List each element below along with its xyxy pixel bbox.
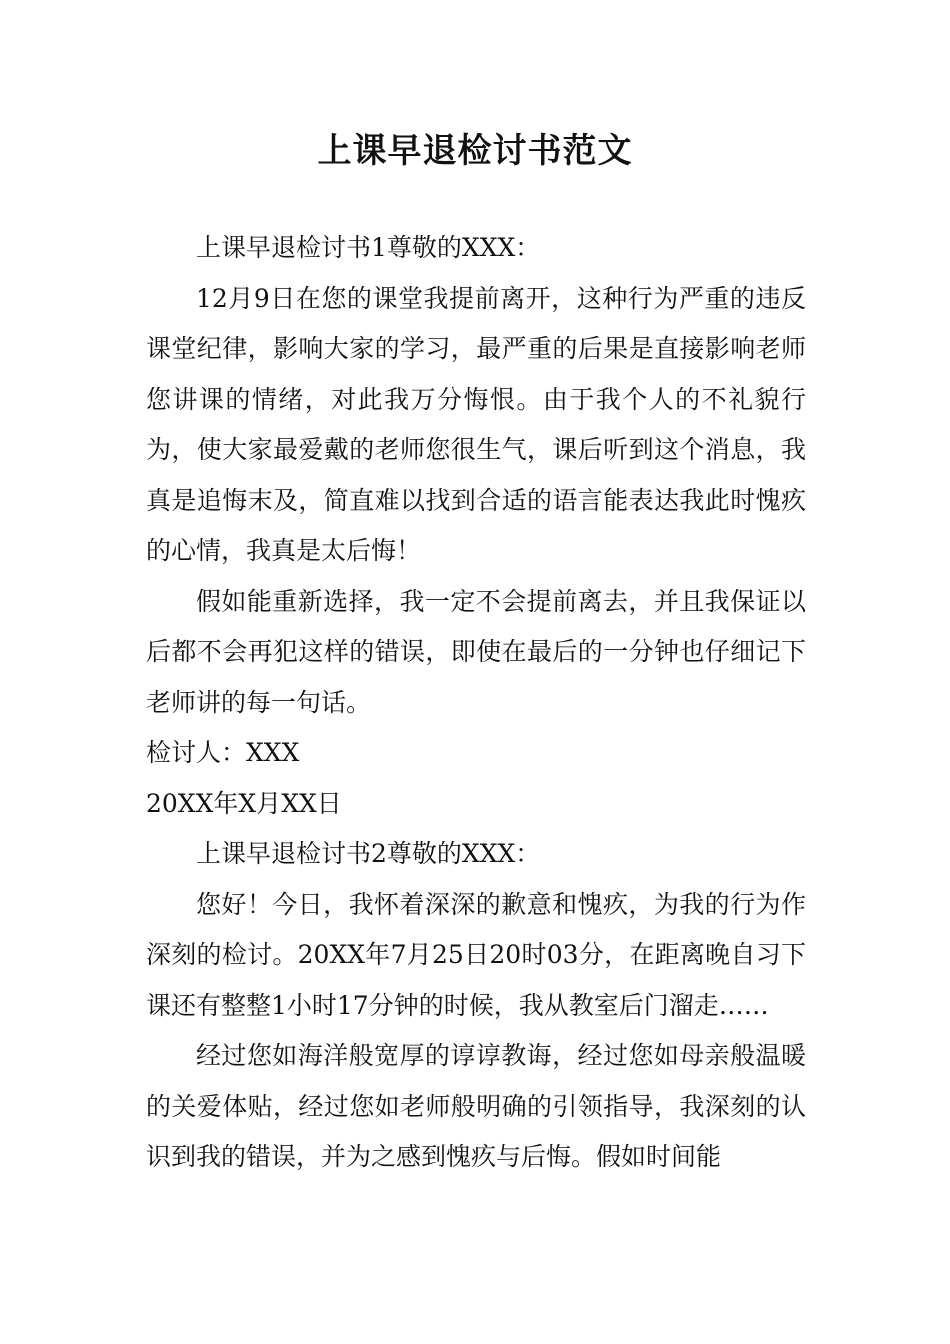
- document-body: [146, 223, 806, 1183]
- paragraph-greeting-2: 上课早退检讨书2尊敬的XXX：: [196, 839, 541, 868]
- document-title: 上课早退检讨书范文: [317, 131, 633, 171]
- paragraph-apology-2: 您好！今日，我怀着深深的歉意和愧疚，为我的行为作深刻的检讨。20XX年7月25日20时03分，在距离晚自习下课还有整整1小时17分钟的时候，我从教室后门溜走……: [146, 889, 806, 1020]
- paragraph-reflection-2: 经过您如海洋般宽厚的谆谆教诲，经过您如母亲般温暖的关爱体贴，经过您如老师般明确的引领指导，我深刻的认识到我的错误，并为之感到愧疚与后悔。假如时间能: [146, 1041, 806, 1171]
- paragraph-promise-1: 假如能重新选择，我一定不会提前离去，并且我保证以后都不会再犯这样的错误，即使在最后的一分钟也仔细记下老师讲的每一句话。: [146, 586, 806, 717]
- paragraph-apology-1: 12月9日在您的课堂我提前离开，这种行为严重的违反课堂纪律，影响大家的学习，最严重的后果是直接影响老师您讲课的情绪，对此我万分悔恨。由于我个人的不礼貌行为，使大家最爱戴的老师您很生气，课后听到这个消息，我真是追悔末及，简直难以找到合适的语言能表达我此时愧疚的心情，我真是太后悔！: [146, 283, 806, 565]
- paragraph-greeting-1: 上课早退检讨书1尊敬的XXX：: [196, 233, 541, 262]
- date-line: 20XX年X月XX日: [146, 788, 342, 818]
- signature-line: 检讨人：XXX: [146, 738, 300, 767]
